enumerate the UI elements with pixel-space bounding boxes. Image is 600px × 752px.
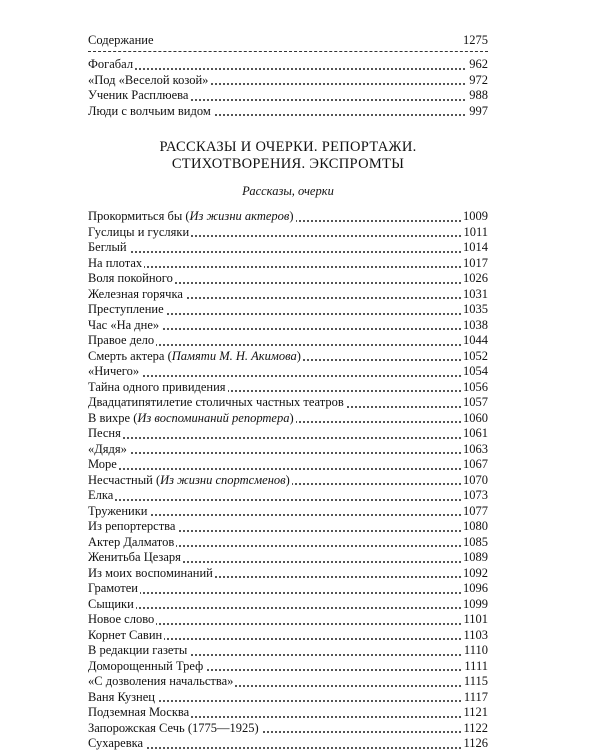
toc-top-list (88, 57, 488, 119)
toc-entry (88, 88, 488, 104)
toc-entry-page: 1060 (463, 410, 488, 425)
toc-entry-title-text: «Ничего» (88, 364, 140, 378)
toc-entry (88, 256, 488, 272)
toc-entry-title-text: На плотах (88, 255, 143, 270)
toc-entry-page: 1052 (463, 348, 488, 363)
toc-entry-page: 1080 (463, 519, 488, 533)
toc-entry-title-text: Труженики (88, 503, 148, 518)
dot-leader (88, 375, 488, 377)
running-header (88, 33, 488, 52)
toc-entry-title (88, 240, 129, 254)
toc-entry-title: Смерть актера (Памяти М. Н. Акимова) (88, 348, 301, 363)
toc-entry-note: Из жизни актеров (189, 209, 290, 223)
toc-entry-title (88, 550, 183, 564)
toc-entry (88, 736, 488, 752)
toc-entry (88, 457, 488, 473)
toc-entry-page: 1121 (463, 705, 488, 719)
toc-entry-title (88, 442, 129, 456)
toc-entry (88, 643, 488, 659)
toc-entry-title (88, 504, 150, 518)
toc-entry (88, 209, 488, 225)
toc-entry-title-text: Доморощенный Треф (88, 658, 204, 673)
toc-entry-title-text: Ученик Расплюева (88, 88, 189, 102)
toc-entry (88, 690, 488, 706)
toc-entry-title-text: «Дядя» (88, 441, 127, 456)
toc-entry-title (88, 643, 189, 657)
toc-entry-page: 1031 (463, 286, 488, 301)
toc-entry-page: 997 (469, 103, 488, 118)
toc-entry (88, 104, 488, 120)
toc-entry-title-text: Фогабал (88, 57, 134, 71)
toc-entry-title (88, 426, 123, 440)
toc-entry-title (88, 535, 176, 549)
dot-leader (88, 747, 488, 749)
toc-entry (88, 349, 488, 365)
toc-entry-title-text: В вихре (88, 410, 131, 425)
toc-entry-title (88, 597, 136, 611)
toc-entry-title-text: Актер Далматов (88, 534, 175, 549)
toc-entry-note: Из жизни спортсменов (160, 472, 286, 487)
toc-entry-title-text: Смерть актера (88, 348, 165, 363)
toc-entry (88, 504, 488, 520)
toc-entry-page: 962 (469, 57, 488, 71)
toc-entry-page: 1103 (463, 627, 488, 642)
dot-leader (88, 592, 488, 594)
toc-entry-title (88, 88, 190, 102)
toc-entry-page: 1067 (463, 457, 488, 471)
toc-entry-title (88, 395, 346, 409)
toc-entry-title-text: Елка (88, 488, 114, 502)
dot-leader (88, 468, 488, 470)
toc-entry-page: 1096 (463, 581, 488, 595)
toc-entry-page: 1073 (463, 488, 488, 502)
header-title: Содержание (88, 33, 154, 47)
toc-entry-title-text: Час «На дне» (88, 317, 160, 332)
toc-entry-title (88, 612, 156, 626)
toc-entry (88, 721, 488, 737)
toc-entry-title-text: Песня (88, 426, 121, 440)
toc-entry-title (88, 57, 135, 71)
toc-entry-title-text: Море (88, 457, 117, 471)
toc-entry-title (88, 302, 166, 316)
toc-entry-title-text: Корнет Савин (88, 627, 163, 642)
dot-leader (88, 607, 488, 609)
toc-entry-page: 1011 (463, 224, 488, 239)
toc-entry-title (88, 721, 261, 735)
toc-entry-page: 1089 (463, 550, 488, 564)
toc-entry-title-text: «С дозволения начальства» (88, 674, 234, 688)
toc-entry-title (88, 736, 145, 750)
toc-main-list (88, 209, 488, 752)
toc-entry-page: 1056 (463, 379, 488, 394)
toc-entry (88, 395, 488, 411)
toc-entry-title (88, 364, 141, 378)
toc-entry-title-text: Прокормиться бы (88, 209, 183, 223)
toc-entry-page: 1111 (464, 658, 488, 673)
section-title (88, 139, 488, 173)
toc-entry (88, 628, 488, 644)
toc-entry-title-text: Правое дело (88, 333, 155, 347)
toc-entry-page: 1038 (463, 317, 488, 332)
toc-entry-title (88, 225, 191, 239)
header-page-number: 1275 (463, 33, 488, 47)
toc-entry-page: 1026 (463, 271, 488, 285)
dot-leader (88, 251, 488, 253)
toc-entry (88, 488, 488, 504)
toc-entry-title: Несчастный (Из жизни спортсменов) (88, 472, 290, 487)
toc-entry-page: 1063 (463, 441, 488, 456)
toc-entry (88, 581, 488, 597)
toc-entry-page: 988 (469, 88, 488, 102)
toc-entry-title (88, 271, 175, 285)
toc-entry (88, 380, 488, 396)
toc-entry-page: 1092 (463, 565, 488, 580)
toc-entry-title (88, 674, 235, 688)
toc-entry-note: Памяти М. Н. Акимова (171, 348, 297, 363)
toc-entry-title-text: «Под «Веселой козой» (88, 72, 209, 87)
toc-entry (88, 73, 488, 89)
toc-entry-title: В вихре (Из воспоминаний репортера) (88, 410, 294, 425)
dot-leader (88, 499, 488, 501)
toc-entry-title (88, 333, 156, 347)
toc-entry-page: 1115 (463, 674, 488, 688)
dot-leader (88, 68, 488, 70)
toc-entry-page: 1126 (463, 736, 488, 750)
toc-entry-page: 972 (469, 72, 488, 87)
dot-leader (88, 437, 488, 439)
toc-entry-page: 1077 (463, 503, 488, 518)
toc-entry-title (88, 104, 213, 118)
toc-entry-page: 1117 (463, 689, 488, 704)
toc-entry-title-text: Подземная Москва (88, 705, 190, 719)
section-title-line-2: СТИХОТВОРЕНИЯ. ЭКСПРОМТЫ (171, 156, 405, 172)
toc-entry (88, 612, 488, 628)
toc-entry (88, 705, 488, 721)
toc-entry (88, 271, 488, 287)
toc-entry (88, 550, 488, 566)
toc-entry-title-text: Несчастный (88, 472, 153, 487)
toc-entry-page: 1054 (463, 364, 488, 378)
toc-entry-title-text: Люди с волчьим видом (88, 103, 211, 118)
toc-entry-page: 1085 (463, 534, 488, 549)
toc-entry-title-text: Из моих воспоминаний (88, 565, 213, 580)
toc-entry-note: Из воспоминаний репортера (137, 410, 290, 425)
toc-entry (88, 302, 488, 318)
toc-entry (88, 287, 488, 303)
toc-entry-title (88, 581, 140, 595)
toc-entry-page: 1110 (463, 643, 488, 657)
dot-leader (88, 266, 488, 268)
toc-entry-title-text: Ваня Кузнец (88, 689, 155, 704)
toc-entry-title (88, 318, 161, 332)
toc-entry-title-text: Двадцатипятилетие столичных частных театров (88, 395, 344, 409)
toc-entry-title (88, 519, 177, 533)
toc-entry-title (88, 256, 144, 270)
toc-entry-title (88, 380, 228, 394)
toc-entry (88, 426, 488, 442)
toc-entry-title (88, 690, 157, 704)
toc-entry-title (88, 659, 205, 673)
toc-entry (88, 225, 488, 241)
toc-entry-page: 1017 (463, 255, 488, 270)
dot-leader (88, 452, 488, 454)
toc-entry (88, 473, 488, 489)
toc-entry (88, 519, 488, 535)
toc-entry-title-text: Тайна одного привидения (88, 379, 226, 394)
toc-entry (88, 318, 488, 334)
toc-entry (88, 566, 488, 582)
toc-entry-page: 1070 (463, 472, 488, 487)
toc-entry-page: 1122 (463, 720, 488, 735)
toc-entry-title-text: Запорожская Сечь (1775—1925) (88, 720, 259, 735)
toc-entry-title (88, 705, 191, 719)
toc-entry-title-text: Воля покойного (88, 271, 173, 285)
toc-entry (88, 674, 488, 690)
toc-entry-page: 1101 (463, 612, 488, 626)
toc-entry-title-text: Грамотеи (88, 581, 138, 595)
toc-entry-title-text: Железная горячка (88, 286, 183, 301)
toc-entry-page: 1044 (463, 333, 488, 347)
toc-entry-page: 1009 (463, 209, 488, 223)
toc-entry-page: 1061 (463, 426, 488, 440)
toc-entry (88, 364, 488, 380)
toc-entry-page: 1014 (463, 240, 488, 254)
toc-entry-title-text: Из репортерства (88, 519, 176, 533)
toc-entry-title-text: Новое слово (88, 612, 155, 626)
toc-entry (88, 411, 488, 427)
toc-entry-title-text: Беглый (88, 240, 127, 254)
toc-entry-title-text: Преступление (88, 302, 164, 316)
toc-entry-title (88, 488, 115, 502)
toc-entry-page: 1099 (463, 596, 488, 611)
toc-entry-page: 1057 (463, 395, 488, 409)
toc-entry-title (88, 287, 185, 301)
toc-entry (88, 535, 488, 551)
toc-entry (88, 659, 488, 675)
toc-entry (88, 57, 488, 73)
toc-entry-title (88, 628, 164, 642)
toc-entry (88, 597, 488, 613)
toc-entry-title (88, 457, 119, 471)
toc-entry (88, 240, 488, 256)
toc-entry-title-text: Сухаревка (88, 736, 144, 750)
toc-entry-title-text: В редакции газеты (88, 643, 188, 657)
section-subtitle: Рассказы, очерки (242, 184, 334, 198)
toc-entry-title (88, 73, 210, 87)
toc-entry (88, 333, 488, 349)
toc-entry-title: Прокормиться бы (Из жизни актеров) (88, 209, 294, 223)
toc-entry-title-text: Женитьба Цезаря (88, 550, 181, 564)
toc-entry-page: 1035 (463, 302, 488, 316)
toc-entry-title (88, 566, 215, 580)
toc-entry-title-text: Гуслицы и гусляки (88, 224, 190, 239)
toc-entry-title-text: Сыщики (88, 596, 134, 611)
section-title-line-1: РАССКАЗЫ И ОЧЕРКИ. РЕПОРТАЖИ. (159, 139, 417, 155)
toc-entry (88, 442, 488, 458)
